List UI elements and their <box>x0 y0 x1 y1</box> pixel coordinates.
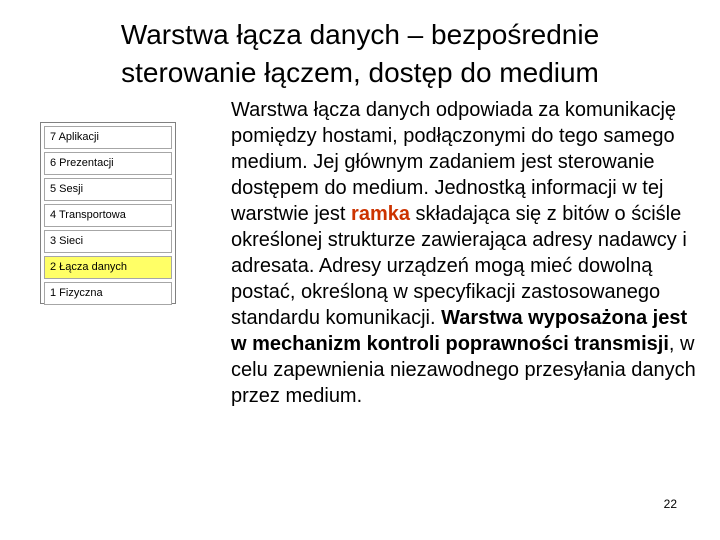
slide-title <box>40 16 680 92</box>
title-line-1: Warstwa łącza danych – bezpośrednie <box>120 19 600 50</box>
osi-layer-presentation: 6 Prezentacji <box>44 152 172 175</box>
title-line-2: sterowanie łączem, dostęp do medium <box>121 57 599 88</box>
osi-layer-data-link: 2 Łącza danych <box>44 256 172 279</box>
page-number: 22 <box>663 497 677 511</box>
osi-layer-network: 3 Sieci <box>44 230 172 253</box>
body-text-part-1: Warstwa łącza danych odpowiada za komunikację pomiędzy hostami, podłączonymi do tego samego medium. Jej głównym zadaniem jest sterowanie dostępem do medium. Jednostką informacji w tej warstwie jest <box>231 99 677 225</box>
bold-phrase: Warstwa wyposażona jest w mechanizm kontroli poprawności transmisji <box>231 307 688 355</box>
body-text-part-3: , w celu zapewnienia niezawodnego przesyłania danych przez medium. <box>231 333 696 407</box>
body-text-part-2: składająca się z bitów o ściśle określonej strukturze zawierająca adresy nadawcy i adresata. Adresy urządzeń mogą mieć dowolną postać, określoną w specyfikacji zastosowanego standardu komunikacji. <box>231 203 687 329</box>
osi-layer-physical: 1 Fizyczna <box>44 282 172 305</box>
osi-layer-application: 7 Aplikacji <box>44 126 172 149</box>
keyword-ramka: ramka <box>351 203 410 225</box>
osi-layer-session: 5 Sesji <box>44 178 172 201</box>
osi-layer-transport: 4 Transportowa <box>44 204 172 227</box>
osi-model-stack <box>40 122 176 304</box>
body-paragraph <box>231 97 701 409</box>
